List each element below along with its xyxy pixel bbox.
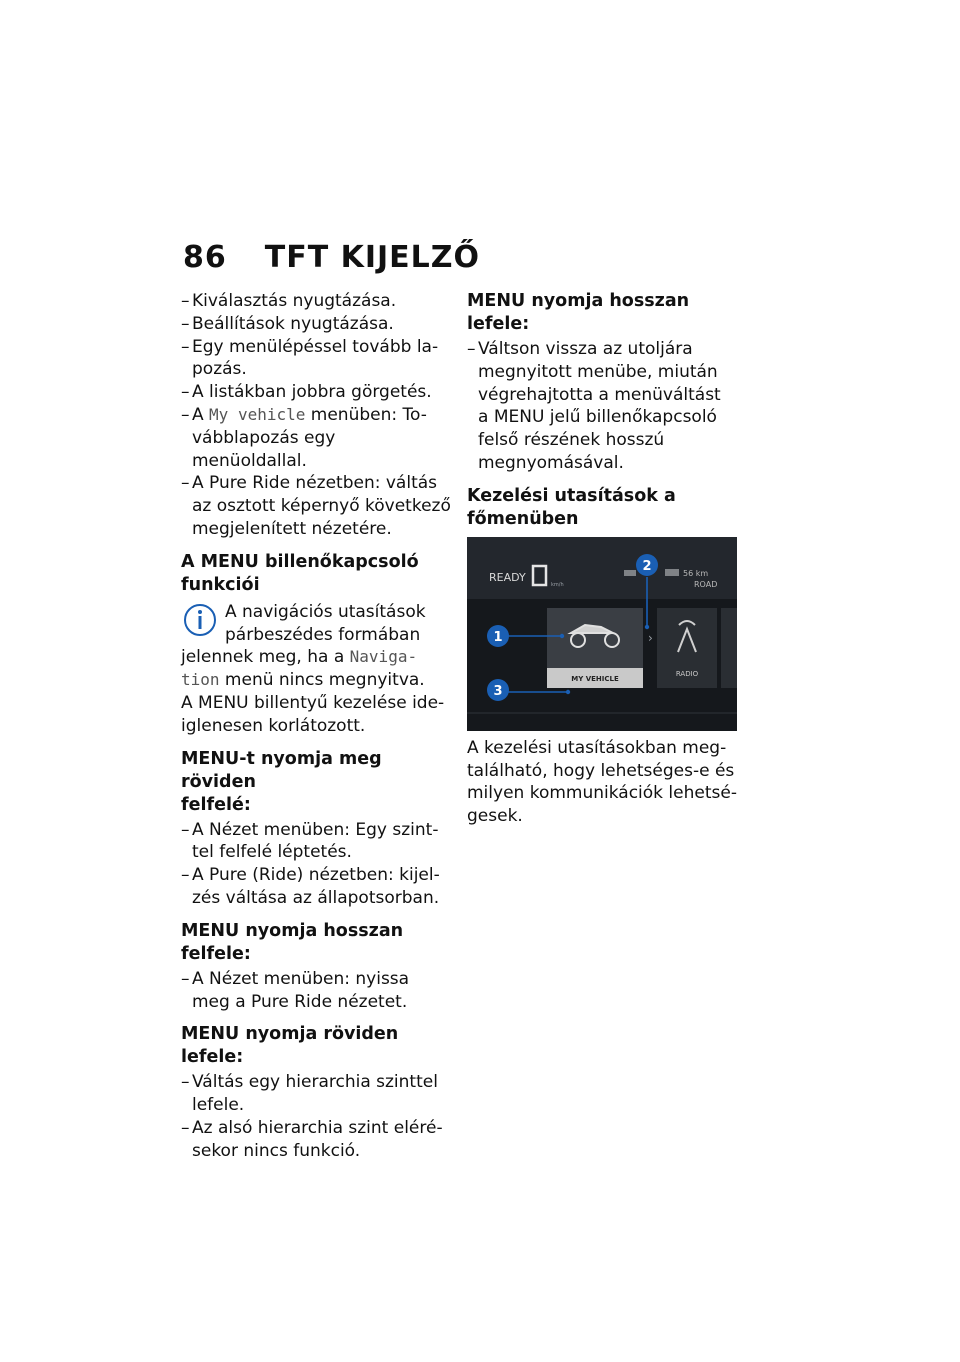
ready-label: READY — [489, 570, 526, 584]
list-item: – Egy menülépéssel tovább la- pozás. — [181, 336, 453, 382]
range-value: 56 km — [683, 568, 709, 578]
code-my-vehicle: My vehicle — [209, 404, 306, 424]
page-number: 86 — [183, 240, 227, 275]
tft-screen — [467, 537, 737, 731]
section-title: MENU nyomja röviden lefele: — [181, 1024, 399, 1068]
battery-icon — [624, 570, 636, 576]
section-title: A MENU billenőkapcsoló funkciói — [181, 551, 419, 595]
list-item: – A Nézet menüben: nyissa meg a Pure Ride nézetet. — [181, 968, 453, 1014]
ride-mode: ROAD — [694, 579, 718, 589]
info-note: A navigációs utasítások párbeszédes formában jelennek meg, ha a Naviga- tion menü nincs megnyitva. A MENU billentyű kezelése ide- iglenesen korlátozott. — [181, 601, 445, 736]
list-item: – Váltson vissza az utoljára megnyitott menübe, miután végrehajtotta a menüváltást a MENU jelű billenőkapcsoló felső részének hosszú megnyomásával. — [467, 338, 742, 475]
svg-text:3: 3 — [493, 683, 503, 699]
page-title: TFT KIJELZŐ — [264, 240, 481, 275]
section-title: MENU-t nyomja meg röviden felfelé: — [181, 748, 382, 815]
list-item: – Váltás egy hierarchia szinttel lefele. — [181, 1071, 453, 1117]
figure-caption: A kezelési utasításokban meg- található, hogy lehetséges-e és milyen kommunikációk lehetsé- gesek. — [467, 737, 737, 827]
radio-label: RADIO — [675, 669, 699, 678]
list-item: – Az alsó hierarchia szint eléré- sekor nincs funkció. — [181, 1117, 453, 1163]
left-column — [181, 290, 453, 1163]
page-header — [183, 240, 480, 275]
tft-screen-figure — [467, 537, 737, 731]
code-navigation: Naviga- — [349, 647, 418, 667]
long-down-list — [467, 338, 742, 475]
chevron-right-icon: › — [648, 630, 653, 645]
list-item: – A listákban jobbra görgetés. — [181, 381, 453, 404]
right-column — [467, 290, 742, 828]
long-up-list — [181, 968, 453, 1014]
svg-text:1: 1 — [493, 629, 503, 645]
svg-text:2: 2 — [642, 558, 652, 574]
section-title: Kezelési utasítások a főmenüben — [467, 485, 676, 529]
short-up-list — [181, 819, 453, 910]
list-item: – A Nézet menüben: Egy szint- tel felfelé léptetés. — [181, 819, 453, 865]
confirm-list — [181, 290, 453, 541]
fuel-icon — [665, 569, 679, 576]
my-vehicle-label: MY VEHICLE — [571, 674, 619, 683]
short-down-list — [181, 1071, 453, 1162]
list-item: – A My vehicle menüben: To- vábblapozás egy menüoldallal. — [181, 404, 453, 472]
info-icon — [183, 603, 217, 637]
list-item: – A Pure (Ride) nézetben: kijel- zés váltása az állapotsorban. — [181, 864, 453, 910]
list-item: – Kiválasztás nyugtázása. — [181, 290, 453, 313]
speed-unit: km/h — [551, 581, 564, 588]
list-item: – A Pure Ride nézetben: váltás az osztott képernyő következő megjelenített nézetére. — [181, 472, 453, 540]
section-title: MENU nyomja hosszan felfele: — [181, 920, 404, 964]
list-item: – Beállítások nyugtázása. — [181, 313, 453, 336]
section-title: MENU nyomja hosszan lefele: — [467, 291, 690, 334]
